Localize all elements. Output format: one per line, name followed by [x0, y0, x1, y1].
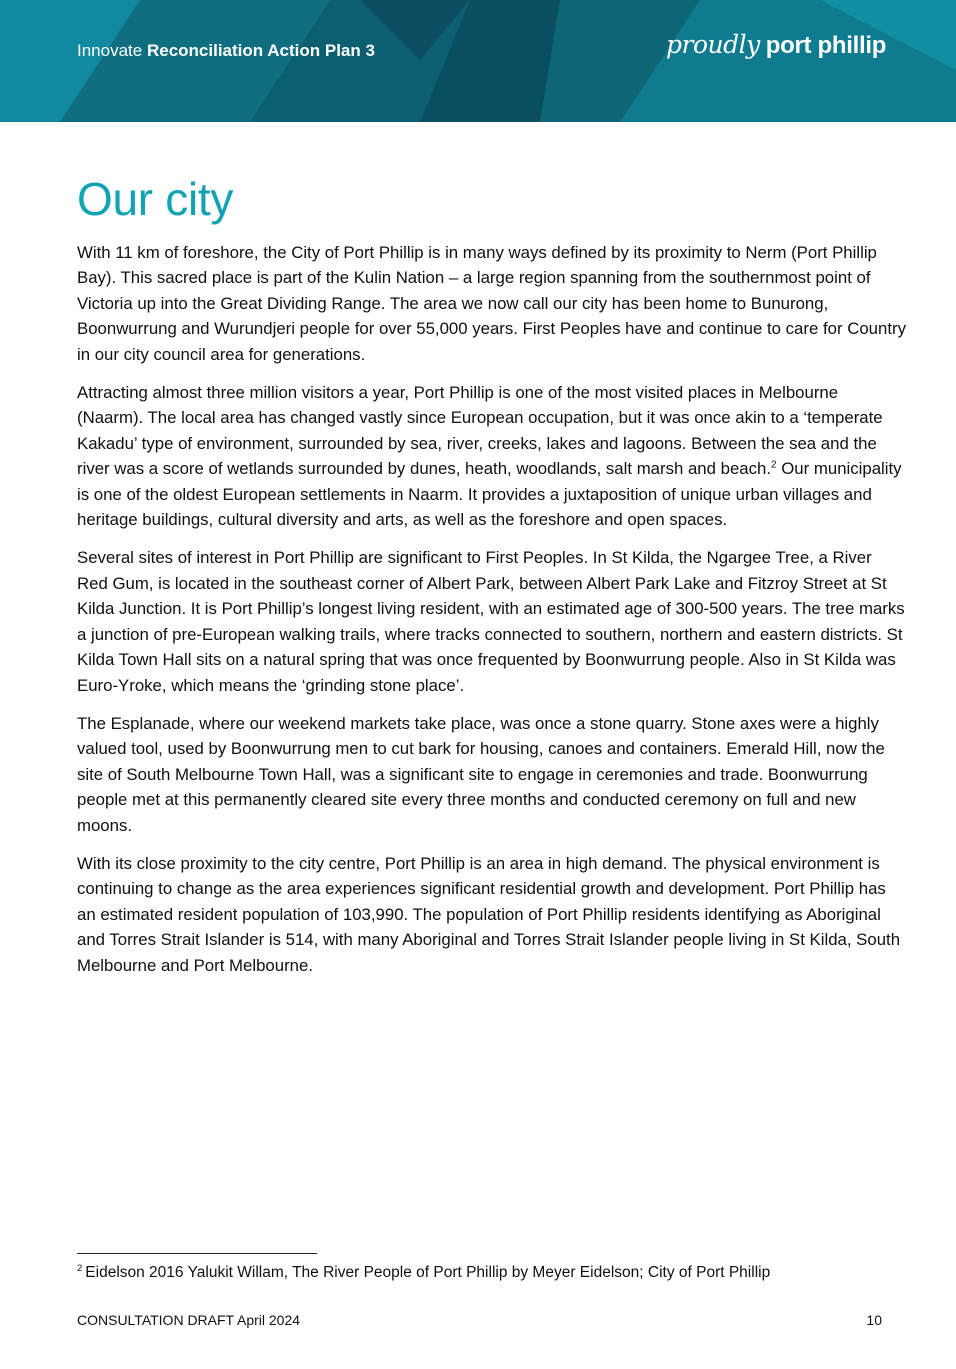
- page-title: Our city: [77, 173, 234, 225]
- footnote: [77, 1263, 907, 1283]
- logo-script-text: proudly: [666, 30, 760, 59]
- footnote-divider: [77, 1253, 317, 1254]
- document-title-prefix: Innovate: [77, 41, 143, 60]
- footnote-number: 2: [77, 1262, 83, 1274]
- paragraph: With 11 km of foreshore, the City of Port Phillip is in many ways defined by its proximity to Nerm (Port Phillip Bay). This sacred place is part of the Kulin Nation – a large region spanning from the southernmost point of Victoria up into the Great Dividing Range. The area we now call our city has been home to Bunurong, Boonwurrung and Wurundjeri people for over 55,000 years. First Peoples have and continue to care for Country in our city council area for generations.: [77, 243, 906, 364]
- paragraph: Several sites of interest in Port Phillip are significant to First Peoples. In St Kilda, the Ngargee Tree, a River Red Gum, is located in the southeast corner of Albert Park, between Albert Park Lake and Fitzroy Street at St Kilda Junction. It is Port Phillip’s longest living resident, with an estimated age of 300-500 years. The tree marks a junction of pre-European walking trails, where tracks connected to southern, northern and eastern districts. St Kilda Town Hall sits on a natural spring that was once frequented by Boonwurrung people. Also in St Kilda was Euro-Yroke, which means the ‘grinding stone place’.: [77, 548, 905, 695]
- paragraph-text: Attracting almost three million visitors a year, Port Phillip is one of the most visited places in Melbourne (Naarm). The local area has changed vastly since European occupation, but it was once akin to a ‘temperate Kakadu’ type of environment, surrounded by sea, river, creeks, lakes and lagoons. Between the sea and the river was a score of wetlands surrounded by dunes, heath, woodlands, salt marsh and beach.: [77, 383, 883, 479]
- port-phillip-logo: [666, 30, 886, 70]
- footnote-reference: 2: [771, 459, 777, 471]
- paragraph: The Esplanade, where our weekend markets take place, was once a stone quarry. Stone axes were a highly valued tool, used by Boonwurrung men to cut bark for housing, canoes and containers. Emerald Hill, now the site of South Melbourne Town Hall, was a significant site to engage in ceremonies and trade. Boonwurrung people met at this permanently cleared site every three months and conducted ceremony on full and new moons.: [77, 713, 885, 835]
- paragraph-text: Our municipality is one of the oldest European settlements in Naarm. It provides a juxtaposition of unique urban villages and heritage buildings, cultural diversity and arts, as well as the foreshore and open spaces.: [77, 459, 902, 530]
- document-title: [77, 41, 375, 61]
- footer-draft-label: CONSULTATION DRAFT April 2024: [77, 1312, 301, 1328]
- body-text: [77, 240, 907, 991]
- footnote-text: Eidelson 2016 Yalukit Willam, The River People of Port Phillip by Meyer Eidelson; City of Port Phillip: [85, 1264, 771, 1281]
- paragraph-with-footnote: [77, 380, 907, 532]
- page-header: [0, 0, 956, 122]
- paragraph: With its close proximity to the city centre, Port Phillip is an area in high demand. The physical environment is continuing to change as the area experiences significant residential growth and development. Port Phillip has an estimated resident population of 103,990. The population of Port Phillip residents identifying as Aboriginal and Torres Strait Islander is 514, with many Aboriginal and Torres Strait Islander people living in St Kilda, South Melbourne and Port Melbourne.: [77, 853, 901, 975]
- document-title-bold: Reconciliation Action Plan 3: [146, 41, 375, 60]
- page-number: 10: [866, 1312, 882, 1328]
- logo-word-text: port phillip: [765, 32, 887, 59]
